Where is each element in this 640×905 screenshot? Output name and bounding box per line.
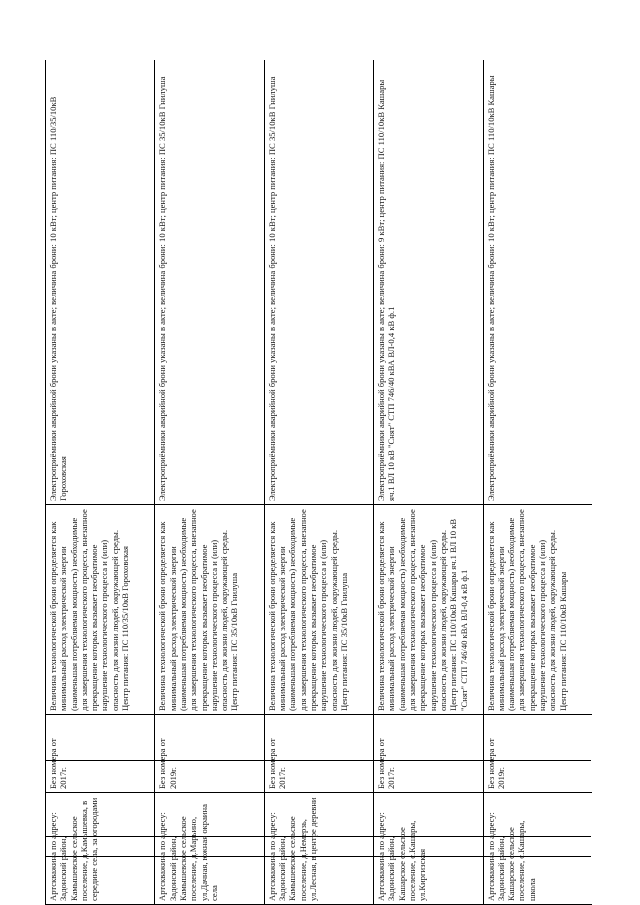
table-row	[155, 60, 264, 905]
emergency-armor-cell: Электроприёмники аварийной брони указаны в акте; величина брони: 10 кВт; центр питания: ПС 110/35/10кВ Гороховская	[46, 60, 155, 505]
tech-armor-cell: Величина технологической брони определяется как минимальный расход электрической энергии (наименьшая потребляемая мощность) необходимые для завершения технологического процесса, внезапное прекращение которых вызывает необратимое нарушение технологического процесса и (или) опасность для жизни людей, окружающей среды. Центр питания: ПС 110/35/10кВ Гороховская	[46, 505, 155, 715]
act-number-cell: Без номера от 2017г.	[46, 715, 155, 793]
rotated-table-frame	[45, 60, 592, 905]
act-number-cell: Без номера от 2019г.	[483, 715, 592, 793]
tech-armor-cell: Величина технологической брони определяется как минимальный расход электрической энергии (наименьшая потребляемая мощность) необходимые для завершения технологического процесса, внезапное прекращение которых вызывает необратимое нарушение технологического процесса и (или) опасность для жизни людей, окружающей среды. Центр питания: ПС 35/10кВ Гнилуша	[264, 505, 373, 715]
table-row	[483, 60, 592, 905]
table-row	[264, 60, 373, 905]
act-number-cell: Без номера от 2017г.	[374, 715, 483, 793]
location-cell: Артскважина по адресу: Задонский район, Камышевское сельское поселение, д.Немерзь, ул.Лесная, в центре деревни	[264, 793, 373, 905]
act-number-cell: Без номера от 2019г.	[155, 715, 264, 793]
emergency-armor-cell: Электроприёмники аварийной брони указаны в акте; величина брони: 9 кВт; центр питания: ПС 110/10кВ Кашары яч.1 ВЛ 10 кВ "Снят" СТП 746/40 кВА ВЛ-0,4 кВ ф.1	[374, 60, 483, 505]
act-number-cell: Без номера от 2017г.	[264, 715, 373, 793]
tech-armor-cell: Величина технологической брони определяется как минимальный расход электрической энергии (наименьшая потребляемая мощность) необходимые для завершения технологического процесса, внезапное прекращение которых вызывает необратимое нарушение технологического процесса и (или) опасность для жизни людей, окружающей среды. Центр питания: ПС 110/10кВ Кашары	[483, 505, 592, 715]
tech-armor-cell: Величина технологической брони определяется как минимальный расход электрической энергии (наименьшая потребляемая мощность) необходимые для завершения технологического процесса, внезапное прекращение которых вызывает необратимое нарушение технологического процесса и (или) опасность для жизни людей, окружающей среды. Центр питания: ПС 110/10кВ Кашары яч.1 ВЛ 10 кВ "Снят" СТП 746/40 кВА ВЛ-0,4 кВ ф.1	[374, 505, 483, 715]
location-cell: Артскважина по адресу: Задонский район, Камышевское сельское поселение, д.Камышевка, в середине села, за огородами	[46, 793, 155, 905]
location-cell: Артскважина по адресу: Задонский район, Кашарское сельское поселение, с.Кашары, школа	[483, 793, 592, 905]
emergency-armor-cell: Электроприёмники аварийной брони указаны в акте; величина брони: 10 кВт; центр питания: ПС 110/10кВ Кашары	[483, 60, 592, 505]
tech-armor-cell: Величина технологической брони определяется как минимальный расход электрической энергии (наименьшая потребляемая мощность) необходимые для завершения технологического процесса, внезапное прекращение которых вызывает необратимое нарушение технологического процесса и (или) опасность для жизни людей, окружающей среды. Центр питания: ПС 35/10кВ Гнилуша	[155, 505, 264, 715]
rotated-table	[45, 60, 592, 905]
location-cell: Артскважина по адресу: Задонский район, Кашарское сельское поселение, с.Кашары, ул.Киргизская	[374, 793, 483, 905]
location-cell: Артскважина по адресу: Задонский район, Камышевское сельское поселение, д.Марьино, ул.Дачная, южная окраина села	[155, 793, 264, 905]
emergency-armor-cell: Электроприёмники аварийной брони указаны в акте; величина брони: 10 кВт; центр питания: ПС 35/10кВ Гнилуша	[155, 60, 264, 505]
table-row	[374, 60, 483, 905]
table-row	[46, 60, 155, 905]
armor-table	[45, 60, 592, 905]
emergency-armor-cell: Электроприёмники аварийной брони указаны в акте; величина брони: 10 кВт; центр питания: ПС 35/10кВ Гнилуша	[264, 60, 373, 505]
